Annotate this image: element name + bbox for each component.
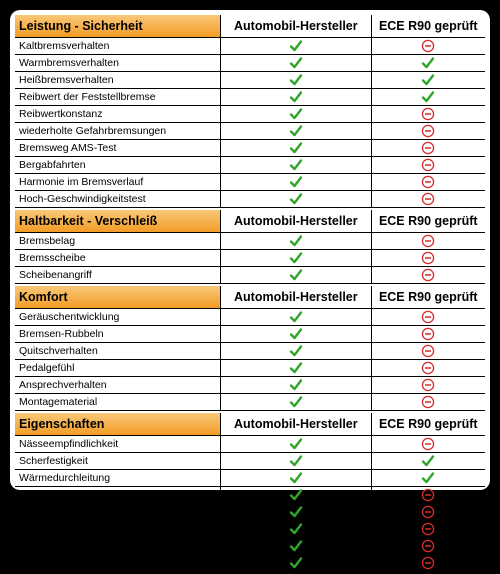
ece-r90-cell [371, 250, 486, 266]
table-row [15, 140, 485, 157]
row-label: Korrosionsbeständigkeit [19, 489, 132, 501]
check-icon [289, 505, 303, 519]
table-row [15, 250, 485, 267]
row-label: Kaltbremsverhalten [19, 40, 110, 52]
table-row [15, 309, 485, 326]
ece-r90-cell [371, 267, 486, 283]
manufacturer-cell [220, 191, 370, 207]
table-section [15, 210, 485, 284]
ece-r90-cell [371, 504, 485, 520]
table-row [15, 191, 485, 208]
manufacturer-cell [220, 538, 370, 554]
ece-r90-cell [371, 470, 486, 486]
ece-r90-cell [371, 487, 486, 503]
table-row [15, 123, 485, 140]
row-label: Wärmedurchleitung [19, 472, 111, 484]
minus-circle-icon [421, 539, 435, 553]
minus-circle-icon [421, 107, 435, 121]
check-icon [289, 268, 303, 282]
manufacturer-cell [220, 555, 370, 571]
row-label: Bergabfahrten [19, 159, 86, 171]
check-icon [421, 73, 435, 87]
ece-r90-cell [371, 140, 486, 156]
check-icon [289, 522, 303, 536]
manufacturer-cell [220, 309, 370, 325]
manufacturer-cell [220, 123, 370, 139]
manufacturer-cell [220, 470, 370, 486]
ece-r90-cell [371, 55, 486, 71]
minus-circle-icon [421, 556, 435, 570]
row-label: Beständigkeit gegen Öle & Bremsflüssigkeit [19, 506, 223, 518]
minus-circle-icon [421, 310, 435, 324]
manufacturer-cell [220, 521, 370, 537]
check-icon [289, 539, 303, 553]
check-icon [289, 488, 303, 502]
manufacturer-cell [220, 326, 370, 342]
check-icon [289, 251, 303, 265]
table-row [15, 106, 485, 123]
table-row [15, 326, 485, 343]
table-row [15, 89, 485, 106]
section-header [15, 210, 485, 233]
manufacturer-cell [220, 233, 370, 249]
ece-r90-cell [371, 38, 486, 54]
manufacturer-cell [220, 38, 370, 54]
row-label: Temparaturbeständigkeit [19, 557, 134, 569]
table-row [15, 470, 485, 487]
check-icon [289, 158, 303, 172]
table-row [15, 453, 485, 470]
section-title: Eigenschaften [15, 413, 220, 435]
row-label: Belagwachsen [19, 523, 88, 535]
ece-r90-cell [371, 343, 486, 359]
manufacturer-cell [220, 157, 370, 173]
check-icon [289, 73, 303, 87]
minus-circle-icon [421, 488, 435, 502]
ece-r90-cell [371, 453, 486, 469]
manufacturer-cell [220, 55, 370, 71]
column-header-ece-r90: ECE R90 geprüft [371, 15, 486, 37]
table-row [15, 174, 485, 191]
manufacturer-cell [220, 72, 370, 88]
table-row [15, 555, 485, 572]
table-row [15, 72, 485, 89]
check-icon [289, 344, 303, 358]
table-row [15, 157, 485, 174]
minus-circle-icon [421, 361, 435, 375]
minus-circle-icon [421, 234, 435, 248]
row-label: Montagematerial [19, 396, 98, 408]
row-label: Hoch-Geschwindigkeitstest [19, 193, 146, 205]
check-icon [289, 234, 303, 248]
manufacturer-cell [220, 174, 370, 190]
check-icon [289, 454, 303, 468]
ece-r90-cell [371, 538, 486, 554]
column-header-ece-r90: ECE R90 geprüft [371, 413, 486, 435]
minus-circle-icon [421, 505, 435, 519]
minus-circle-icon [421, 141, 435, 155]
row-label: Pedalgefühl [19, 362, 75, 374]
manufacturer-cell [220, 453, 370, 469]
column-header-ece-r90: ECE R90 geprüft [371, 286, 486, 308]
manufacturer-cell [220, 250, 370, 266]
row-label: Harmonie im Bremsverlauf [19, 176, 144, 188]
ece-r90-cell [371, 555, 486, 571]
table-row [15, 343, 485, 360]
comparison-panel [10, 10, 490, 569]
row-label: Bremsweg AMS-Test [19, 142, 117, 154]
section-title: Haltbarkeit - Verschleiß [15, 210, 220, 232]
row-label: Reibwert der Feststellbremse [19, 91, 156, 103]
row-label: wiederholte Gefahrbremsungen [19, 125, 167, 137]
ece-r90-cell [371, 72, 486, 88]
check-icon [289, 107, 303, 121]
manufacturer-cell [220, 89, 370, 105]
table-section [15, 413, 485, 572]
ece-r90-cell [371, 191, 486, 207]
check-icon [289, 437, 303, 451]
minus-circle-icon [421, 39, 435, 53]
ece-r90-cell [371, 326, 486, 342]
row-label: Ansprechverhalten [19, 379, 107, 391]
table-row [15, 377, 485, 394]
minus-circle-icon [421, 268, 435, 282]
manufacturer-cell [220, 436, 370, 452]
table-row [15, 267, 485, 284]
check-icon [289, 395, 303, 409]
row-label: Nässeempfindlichkeit [19, 438, 119, 450]
ece-r90-cell [371, 377, 486, 393]
section-header [15, 286, 485, 309]
check-icon [421, 90, 435, 104]
check-icon [289, 471, 303, 485]
ece-r90-cell [371, 309, 486, 325]
check-icon [289, 378, 303, 392]
manufacturer-cell [221, 504, 371, 520]
check-icon [289, 327, 303, 341]
comparison-table [15, 15, 485, 574]
row-label: Bremsen-Rubbeln [19, 328, 104, 340]
manufacturer-cell [220, 394, 370, 410]
manufacturer-cell [220, 360, 370, 376]
column-header-manufacturer: Automobil-Hersteller [220, 210, 370, 232]
minus-circle-icon [421, 175, 435, 189]
ece-r90-cell [371, 123, 486, 139]
row-label: Warmbremsverhalten [19, 57, 119, 69]
ece-r90-cell [371, 106, 486, 122]
ece-r90-cell [371, 233, 486, 249]
check-icon [289, 56, 303, 70]
ece-r90-cell [371, 157, 486, 173]
manufacturer-cell [220, 140, 370, 156]
column-header-manufacturer: Automobil-Hersteller [220, 286, 370, 308]
row-label: Geräuschentwicklung [19, 311, 120, 323]
table-row [15, 504, 485, 521]
minus-circle-icon [421, 437, 435, 451]
check-icon [421, 471, 435, 485]
section-title: Leistung - Sicherheit [15, 15, 220, 37]
manufacturer-cell [220, 267, 370, 283]
table-row [15, 55, 485, 72]
table-section [15, 15, 485, 208]
table-row [15, 394, 485, 411]
minus-circle-icon [421, 395, 435, 409]
minus-circle-icon [421, 344, 435, 358]
row-label: Quitschverhalten [19, 345, 98, 357]
check-icon [289, 39, 303, 53]
ece-r90-cell [371, 394, 486, 410]
table-row [15, 233, 485, 250]
check-icon [289, 361, 303, 375]
row-label: Kompressibilität [19, 540, 94, 552]
section-header [15, 15, 485, 38]
manufacturer-cell [220, 377, 370, 393]
ece-r90-cell [371, 436, 486, 452]
column-header-manufacturer: Automobil-Hersteller [220, 15, 370, 37]
minus-circle-icon [421, 158, 435, 172]
check-icon [421, 56, 435, 70]
ece-r90-cell [371, 89, 486, 105]
check-icon [289, 310, 303, 324]
column-header-ece-r90: ECE R90 geprüft [371, 210, 486, 232]
check-icon [289, 192, 303, 206]
minus-circle-icon [421, 124, 435, 138]
check-icon [421, 454, 435, 468]
table-row [15, 487, 485, 504]
minus-circle-icon [421, 251, 435, 265]
table-row [15, 538, 485, 555]
minus-circle-icon [421, 192, 435, 206]
row-label: Bremsscheibe [19, 252, 86, 264]
check-icon [289, 141, 303, 155]
minus-circle-icon [421, 327, 435, 341]
table-row [15, 360, 485, 377]
row-label: Bremsbelag [19, 235, 76, 247]
check-icon [289, 175, 303, 189]
table-row [15, 38, 485, 55]
row-label: Scherfestigkeit [19, 455, 88, 467]
ece-r90-cell [371, 174, 486, 190]
manufacturer-cell [220, 106, 370, 122]
check-icon [289, 556, 303, 570]
manufacturer-cell [220, 487, 370, 503]
section-title: Komfort [15, 286, 220, 308]
manufacturer-cell [220, 343, 370, 359]
table-row [15, 521, 485, 538]
row-label: Heißbremsverhalten [19, 74, 114, 86]
ece-r90-cell [371, 521, 486, 537]
table-row [15, 436, 485, 453]
column-header-manufacturer: Automobil-Hersteller [220, 413, 370, 435]
ece-r90-cell [371, 360, 486, 376]
minus-circle-icon [421, 378, 435, 392]
minus-circle-icon [421, 522, 435, 536]
check-icon [289, 124, 303, 138]
table-section [15, 286, 485, 411]
check-icon [289, 90, 303, 104]
row-label: Reibwertkonstanz [19, 108, 103, 120]
section-header [15, 413, 485, 436]
row-label: Scheibenangriff [19, 269, 92, 281]
